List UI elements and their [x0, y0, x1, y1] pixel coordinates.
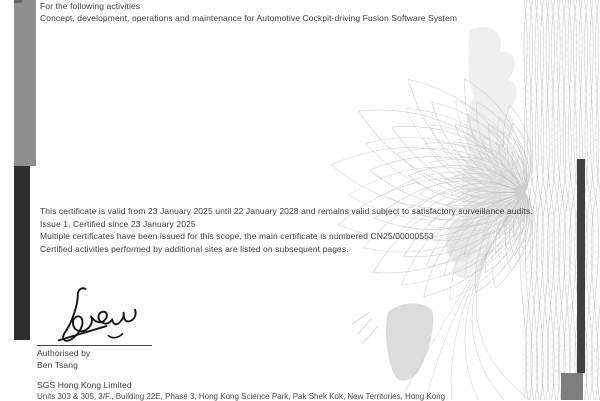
right-dark-bar [577, 159, 585, 373]
scope-section [40, 1, 510, 24]
issuer-name: SGS Hong Kong Limited [37, 380, 132, 390]
left-bar-top-tab [14, 0, 22, 3]
signatory-name: Ben Tsang [37, 360, 78, 370]
authorised-by-label: Authorised by [37, 348, 91, 358]
left-gray-bar [14, 0, 36, 166]
multiple-certificates-statement: Multiple certificates have been issued for this scope, the main certificate is numbered CN25/00000553 [40, 231, 434, 242]
left-dark-bar [14, 166, 30, 340]
additional-sites-statement: Certified activities performed by additional sites are listed on subsequent pages. [40, 243, 349, 254]
validity-section [40, 205, 560, 255]
signature-line [37, 345, 152, 346]
issuer-address: Units 303 & 305, 3/F., Building 22E, Phase 3, Hong Kong Science Park, Pak Shek Kok, New Territories, Hong Kong [37, 392, 446, 401]
activities-scope: Concept, development, operations and maintenance for Automotive Cockpit-driving Fusion Software System [40, 12, 457, 23]
right-gray-block [561, 373, 583, 400]
activities-label: For the following activities [40, 1, 141, 11]
signature-image [50, 286, 180, 348]
issue-statement: Issue 1. Certified since 23 January 2025 [40, 218, 196, 229]
validity-statement: This certificate is valid from 23 January 2025 until 22 January 2028 and remains valid subject to satisfactory surveillance audits. [40, 206, 533, 216]
